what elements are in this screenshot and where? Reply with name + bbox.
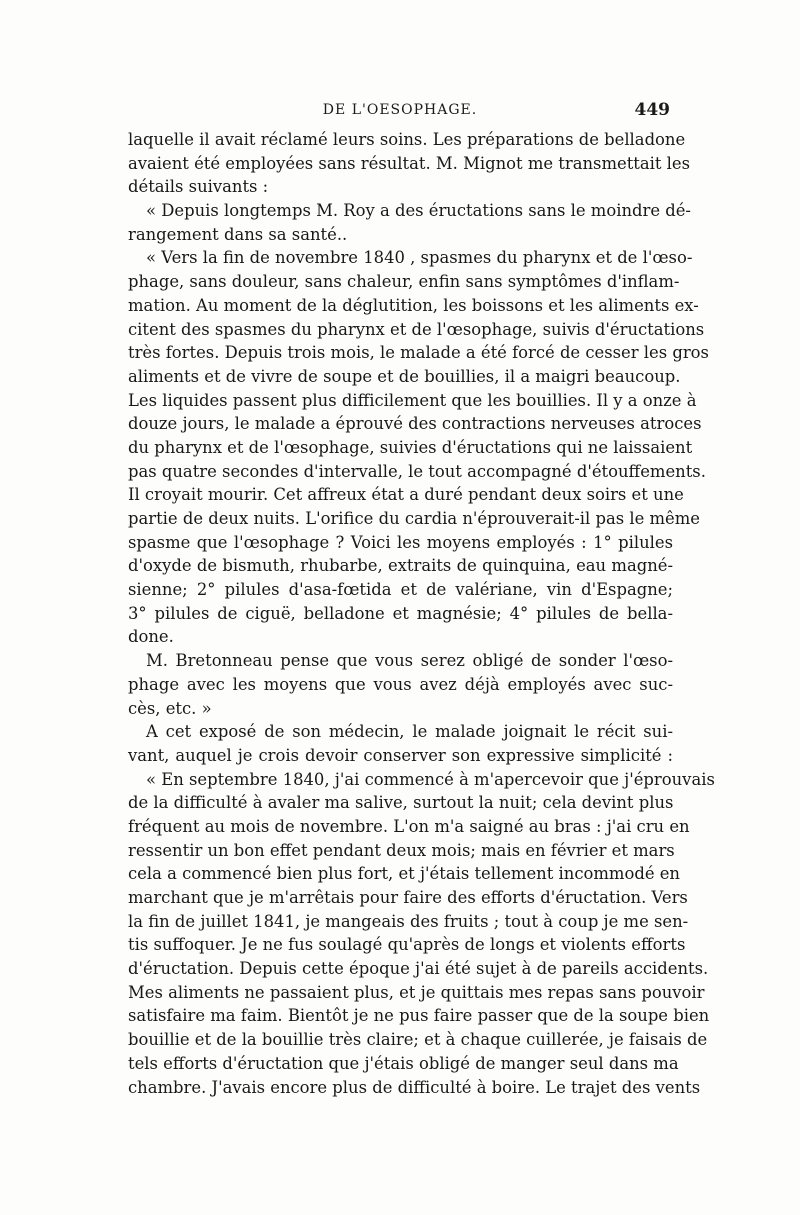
text-line: tels efforts d'éructation que j'étais obligé de manger seul dans ma bbox=[128, 1053, 679, 1073]
text-line: phage avec les moyens que vous avez déjà employés avec suc- bbox=[128, 674, 673, 694]
text-line: détails suivants : bbox=[128, 177, 269, 197]
text-line: « Depuis longtemps M. Roy a des éructations sans le moindre dé- bbox=[146, 201, 691, 221]
text-line: de la difficulté à avaler ma salive, surtout la nuit; cela devint plus bbox=[128, 793, 674, 813]
text-line: M. Bretonneau pense que vous serez obligé de sonder l'œso- bbox=[146, 651, 673, 671]
text-line: vant, auquel je crois devoir conserver son expressive simplicité : bbox=[128, 745, 673, 765]
text-line: avaient été employées sans résultat. M. Mignot me transmettait les bbox=[128, 153, 691, 173]
text-line: bouillie et de la bouillie très claire; et à chaque cuillerée, je faisais de bbox=[128, 1030, 708, 1050]
page-number: 449 bbox=[634, 100, 670, 120]
text-line: « En septembre 1840, j'ai commencé à m'apercevoir que j'éprouvais bbox=[146, 769, 715, 789]
text-line: « Vers la fin de novembre 1840 , spasmes du pharynx et de l'œso- bbox=[146, 248, 693, 268]
text-line: mation. Au moment de la déglutition, les boissons et les aliments ex- bbox=[128, 295, 699, 315]
text-line: ressentir un bon effet pendant deux mois; mais en février et mars bbox=[128, 840, 675, 860]
text-line: du pharynx et de l'œsophage, suivies d'éructations qui ne laissaient bbox=[128, 437, 693, 457]
text-line: Il croyait mourir. Cet affreux état a duré pendant deux soirs et une bbox=[128, 485, 684, 505]
text-line: très fortes. Depuis trois mois, le malade a été forcé de cesser les gros bbox=[128, 343, 709, 363]
text-line: douze jours, le malade a éprouvé des contractions nerveuses atroces bbox=[128, 414, 702, 434]
running-title: DE L'OESOPHAGE. bbox=[322, 102, 478, 118]
text-line: A cet exposé de son médecin, le malade joignait le récit sui- bbox=[146, 722, 673, 742]
text-line: laquelle il avait réclamé leurs soins. Les préparations de belladone bbox=[128, 130, 686, 149]
text-line: done. bbox=[128, 627, 174, 647]
text-line: cès, etc. » bbox=[128, 698, 212, 718]
text-line: pas quatre secondes d'intervalle, le tout accompagné d'étouffements. bbox=[128, 461, 706, 481]
running-head bbox=[130, 100, 670, 126]
text-line: partie de deux nuits. L'orifice du cardia n'éprouverait-il pas le même bbox=[128, 509, 700, 528]
text-line: marchant que je m'arrêtais pour faire des efforts d'éructation. Vers bbox=[128, 888, 688, 907]
text-line: cela a commencé bien plus fort, et j'étais tellement incommodé en bbox=[128, 864, 680, 884]
text-line: citent des spasmes du pharynx et de l'œsophage, suivis d'éructations bbox=[128, 319, 705, 339]
text-line: la fin de juillet 1841, je mangeais des fruits ; tout à coup je me sen- bbox=[128, 911, 689, 931]
text-line: rangement dans sa santé.. bbox=[128, 224, 348, 244]
text-line: 3° pilules de ciguë, belladone et magnésie; 4° pilules de bella- bbox=[128, 603, 673, 623]
text-line: tis suffoquer. Je ne fus soulagé qu'après de longs et violents efforts bbox=[128, 935, 686, 955]
text-line: sienne; 2° pilules d'asa-fœtida et de valériane, vin d'Espagne; bbox=[128, 580, 673, 600]
text-line: Les liquides passent plus difficilement que les bouillies. Il y a onze à bbox=[128, 390, 697, 410]
body-text bbox=[128, 128, 715, 1099]
text-line: satisfaire ma faim. Bientôt je ne pus faire passer que de la soupe bien bbox=[128, 1006, 710, 1026]
text-line: fréquent au mois de novembre. L'on m'a saigné au bras : j'ai cru en bbox=[128, 816, 690, 836]
text-line: chambre. J'avais encore plus de difficulté à boire. Le trajet des vents bbox=[128, 1077, 701, 1097]
text-line: spasme que l'œsophage ? Voici les moyens employés : 1° pilules bbox=[128, 532, 673, 552]
text-line: d'oxyde de bismuth, rhubarbe, extraits de quinquina, eau magné- bbox=[128, 556, 673, 576]
text-line: Mes aliments ne passaient plus, et je quittais mes repas sans pouvoir bbox=[128, 982, 705, 1002]
text-line: d'éructation. Depuis cette époque j'ai été sujet à de pareils accidents. bbox=[128, 959, 709, 979]
text-line: aliments et de vivre de soupe et de bouillies, il a maigri beaucoup. bbox=[128, 366, 681, 386]
text-line: phage, sans douleur, sans chaleur, enfin sans symptômes d'inflam- bbox=[128, 272, 680, 292]
